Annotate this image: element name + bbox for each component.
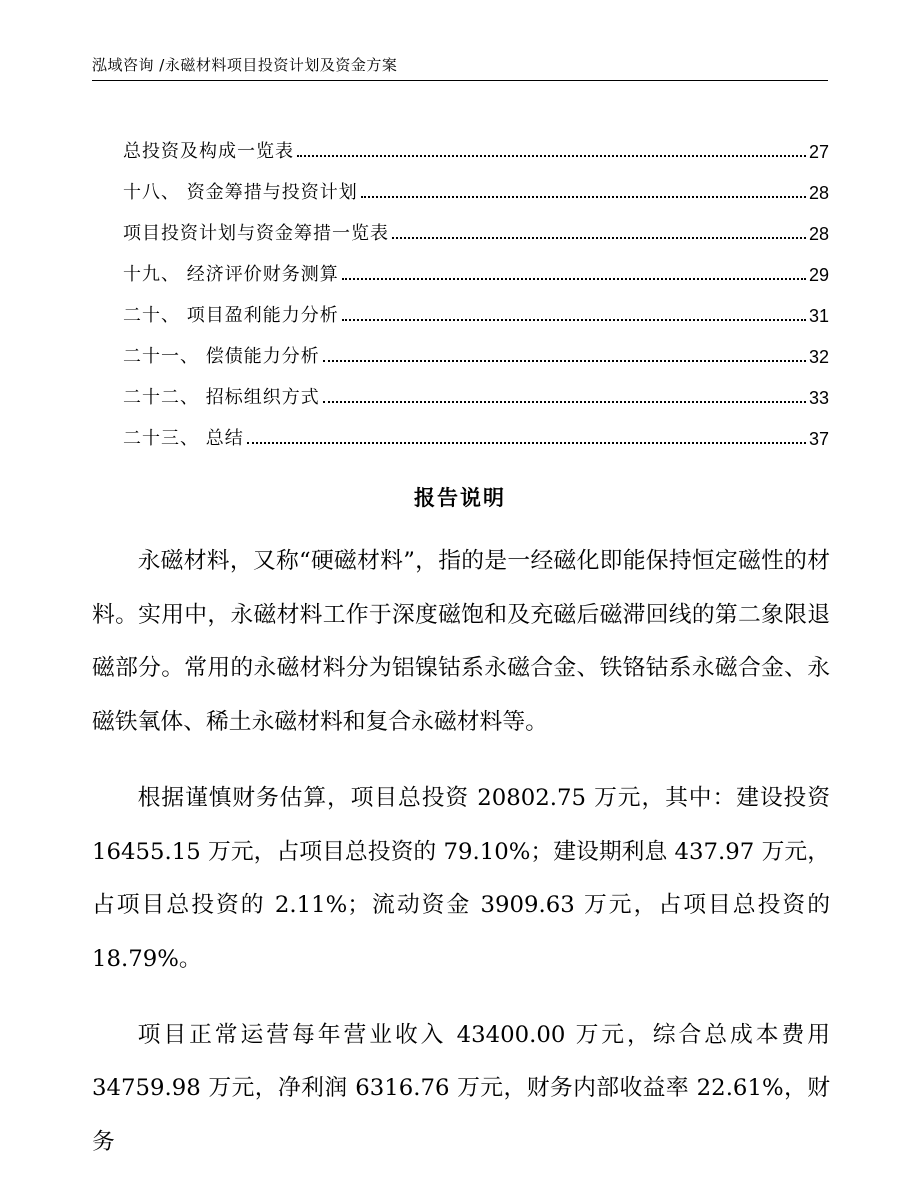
toc-entry-title: 十八、 资金筹措与投资计划 — [123, 182, 358, 203]
toc-leader-dots — [323, 400, 806, 403]
report-body — [92, 535, 830, 1192]
toc-entry-page: 28 — [808, 224, 829, 244]
toc-leader-dots — [361, 195, 806, 198]
toc-leader-dots — [323, 359, 806, 362]
toc-entry-title: 二十二、 招标组织方式 — [123, 387, 320, 408]
toc-entry[interactable] — [123, 163, 829, 204]
page-header: 泓域咨询 /永磁材料项目投资计划及资金方案 — [92, 56, 398, 74]
toc-entry-page: 32 — [808, 347, 829, 367]
toc-entry[interactable] — [123, 286, 829, 327]
toc-entry[interactable] — [123, 245, 829, 286]
toc-leader-dots — [342, 277, 806, 280]
table-of-contents — [123, 122, 829, 450]
toc-entry-page: 37 — [808, 429, 829, 449]
paragraph: 根据谨慎财务估算，项目总投资 20802.75 万元，其中：建设投资 16455.15 万元，占项目总投资的 79.10%；建设期利息 437.97 万元，占项目总投资的 2.11%；流动资金 3909.63 万元，占项目总投资的 18.79%。 — [92, 784, 830, 972]
section-title: 报告说明 — [414, 486, 506, 510]
toc-entry-page: 29 — [808, 265, 829, 285]
toc-entry-title: 项目投资计划与资金筹措一览表 — [123, 223, 389, 244]
toc-leader-dots — [342, 318, 806, 321]
toc-entry-title: 总投资及构成一览表 — [123, 141, 294, 162]
toc-entry[interactable] — [123, 409, 829, 450]
toc-entry-page: 31 — [808, 306, 829, 326]
toc-leader-dots — [392, 236, 806, 239]
toc-entry-title: 二十、 项目盈利能力分析 — [123, 305, 339, 326]
toc-entry-title: 二十一、 偿债能力分析 — [123, 346, 320, 367]
toc-entry[interactable] — [123, 327, 829, 368]
toc-entry-page: 28 — [808, 183, 829, 203]
toc-leader-dots — [247, 441, 806, 444]
header-rule — [92, 80, 828, 81]
toc-entry[interactable] — [123, 368, 829, 409]
toc-leader-dots — [297, 154, 806, 157]
toc-entry[interactable] — [123, 204, 829, 245]
toc-entry-title: 二十三、 总结 — [123, 428, 244, 449]
toc-entry-page: 27 — [808, 142, 829, 162]
toc-entry[interactable] — [123, 122, 829, 163]
toc-entry-title: 十九、 经济评价财务测算 — [123, 264, 339, 285]
paragraph: 项目正常运营每年营业收入 43400.00 万元，综合总成本费用 34759.98 万元，净利润 6316.76 万元，财务内部收益率 22.61%，财务 — [92, 1021, 830, 1156]
paragraph: 永磁材料，又称“硬磁材料”，指的是一经磁化即能保持恒定磁性的材料。实用中，永磁材料工作于深度磁饱和及充磁后磁滞回线的第二象限退磁部分。常用的永磁材料分为铝镍钴系永磁合金、铁铬钴系永磁合金、永磁铁氧体、稀土永磁材料和复合永磁材料等。 — [92, 548, 830, 736]
toc-entry-page: 33 — [808, 388, 829, 408]
